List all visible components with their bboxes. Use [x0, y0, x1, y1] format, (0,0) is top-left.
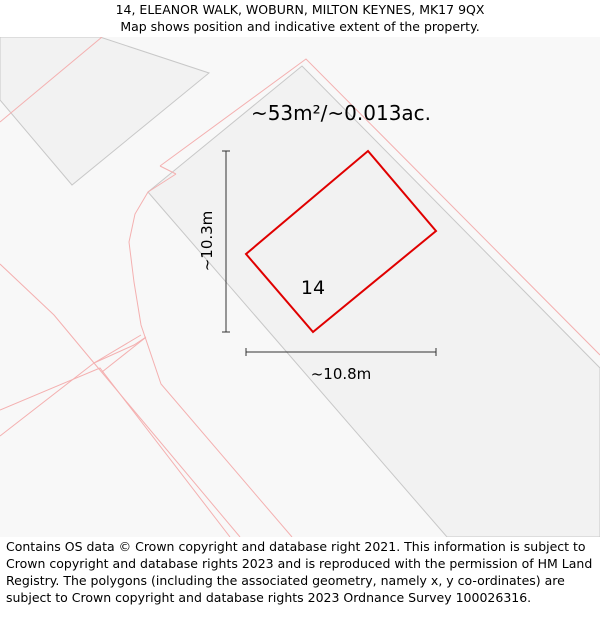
- copyright-notice: Contains OS data © Crown copyright and database right 2021. This information is subject to Crown copyright and database rights 2023 and is reproduced with the permission of HM Land Registry. The polygons (including the associated geometry, namely x, y co-ordinates) are subject to Crown copyright and database rights 2023 Ordnance Survey 100026316.: [6, 539, 593, 605]
- plot-number-label: 14: [300, 277, 326, 299]
- terrace-building: [148, 66, 600, 537]
- map-canvas[interactable]: [0, 37, 600, 537]
- map-subtitle: Map shows position and indicative extent of the property.: [120, 19, 480, 34]
- area-label: ~53m²/~0.013ac.: [250, 101, 432, 125]
- map-header: [0, 0, 600, 38]
- height-label: ~10.3m: [198, 210, 216, 272]
- property-address: 14, ELEANOR WALK, WOBURN, MILTON KEYNES, MK17 9QX: [115, 2, 485, 17]
- neighbour-building: [0, 37, 209, 185]
- width-label: ~10.8m: [310, 365, 372, 383]
